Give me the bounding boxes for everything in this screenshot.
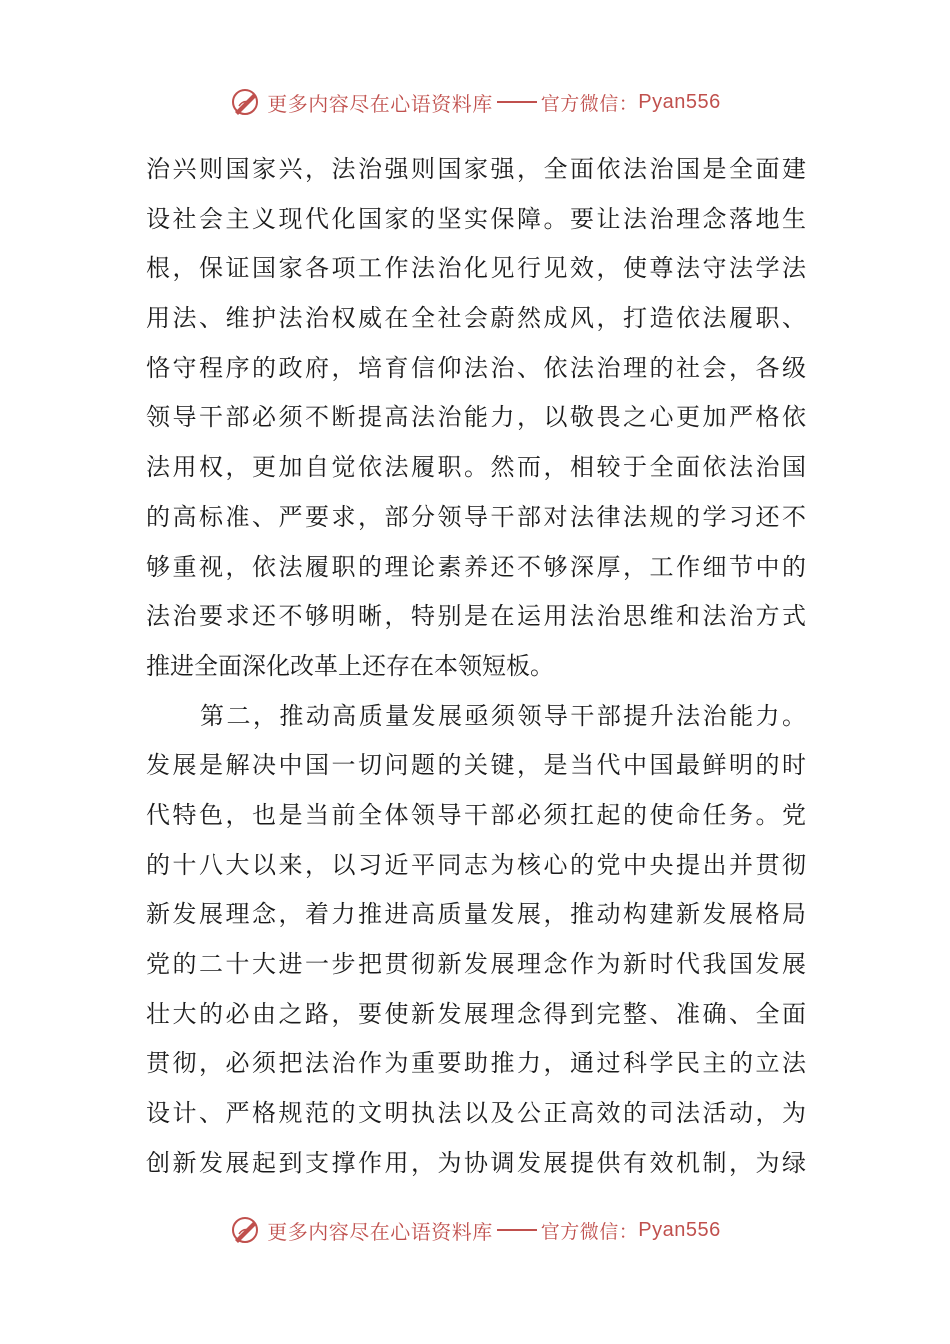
paragraph-2 [146,692,806,1189]
text-line: 法用权，更加自觉依法履职。然而，相较于全面依法治国 [146,453,806,482]
text-line: 贯彻，必须把法治作为重要助推力，通过科学民主的立法 [146,1049,806,1078]
text-line: 创新发展起到支撑作用，为协调发展提供有效机制，为绿 [146,1148,806,1177]
text-line: 发展是解决中国一切问题的关键，是当代中国最鲜明的时 [146,751,806,780]
pen-logo-icon [229,86,261,118]
text-line: 推进全面深化改革上还存在本领短板。 [146,651,554,680]
text-line: 根，保证国家各项工作法治化见行见效，使尊法守法学法 [146,254,806,283]
footer-watermark-banner [0,1210,950,1250]
text-line: 新发展理念，着力推进高质量发展，推动构建新发展格局 [146,900,806,929]
header-watermark-banner [0,82,950,122]
footer-dash-divider [497,1229,537,1231]
footer-wechat-id: Pyan556 [638,1218,721,1241]
pen-logo-icon [229,1214,261,1246]
header-brand-text: 更多内容尽在心语资料库 [267,91,493,116]
text-line: 设计、严格规范的文明执法以及公正高效的司法活动，为 [146,1099,806,1128]
text-line: 的十八大以来，以习近平同志为核心的党中央提出并贯彻 [146,850,806,879]
paragraph-1 [146,145,806,692]
text-line: 壮大的必由之路，要使新发展理念得到完整、准确、全面 [146,999,806,1028]
text-line: 设社会主义现代化国家的坚实保障。要让法治理念落地生 [146,204,806,233]
text-line: 够重视，依法履职的理论素养还不够深厚，工作细节中的 [146,552,806,581]
header-wechat-label: 官方微信： [540,92,639,115]
text-line: 的高标准、严要求，部分领导干部对法律法规的学习还不 [146,502,806,531]
text-line: 第二，推动高质量发展亟须领导干部提升法治能力。 [200,701,806,730]
text-line: 恪守程序的政府，培育信仰法治、依法治理的社会，各级 [146,353,806,382]
footer-wechat-label: 官方微信： [540,1220,639,1243]
text-line: 用法、维护法治权威在全社会蔚然成风，打造依法履职、 [146,304,806,333]
document-body [146,145,806,1188]
footer-brand-text: 更多内容尽在心语资料库 [267,1219,493,1244]
header-dash-divider [497,101,537,103]
text-line: 代特色，也是当前全体领导干部必须扛起的使命任务。党 [146,800,806,829]
text-line: 领导干部必须不断提高法治能力，以敬畏之心更加严格依 [146,403,806,432]
text-line: 治兴则国家兴，法治强则国家强，全面依法治国是全面建 [146,155,806,183]
text-line: 党的二十大进一步把贯彻新发展理念作为新时代我国发展 [146,950,806,978]
header-wechat-id: Pyan556 [638,90,721,113]
text-line: 法治要求还不够明晰，特别是在运用法治思维和法治方式 [146,602,806,631]
